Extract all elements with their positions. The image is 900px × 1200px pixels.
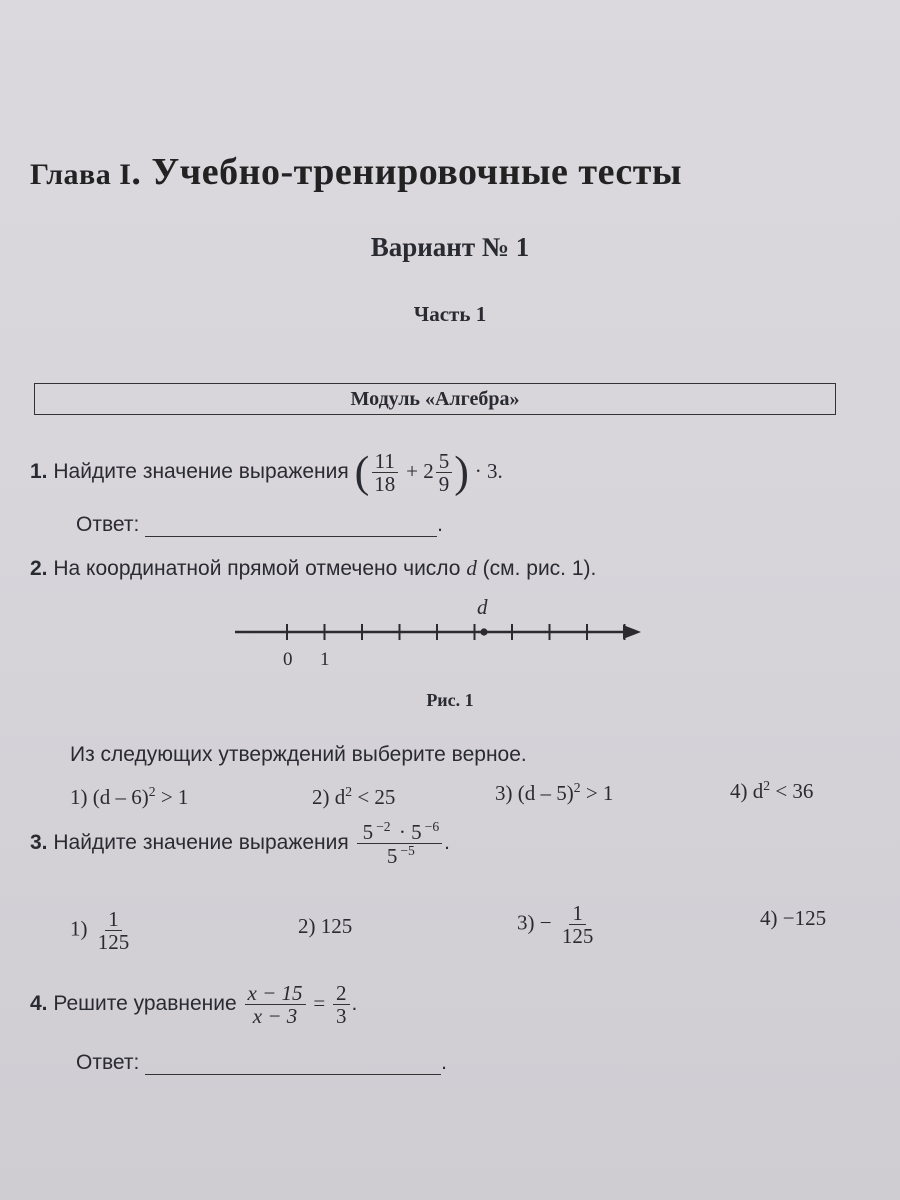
option-label: 1) [70, 916, 88, 941]
fraction-denominator: 18 [374, 472, 396, 497]
point-d-marker [480, 628, 487, 635]
base: 5 [362, 820, 374, 844]
chapter-prefix: Глава I [30, 158, 132, 191]
variant-title: Вариант № 1 [370, 232, 530, 262]
task-3-option-3[interactable] [517, 902, 598, 947]
fraction-denominator: 9 [438, 472, 450, 497]
task-2-text-end: (см. рис. 1). [482, 557, 597, 580]
open-paren: ( [354, 447, 370, 497]
task-2-option-1[interactable] [70, 784, 188, 810]
task-1-tail: · 3. [474, 459, 503, 484]
exponent: −5 [400, 843, 415, 859]
task-2-option-2[interactable] [312, 784, 395, 810]
task-1-text: Найдите значение выражения [53, 460, 349, 484]
plus-term: + 2 [406, 459, 434, 484]
equals-sign: = [313, 991, 326, 1016]
task-4 [30, 982, 357, 1027]
option-text: 2) d [312, 785, 346, 809]
figure-caption: Рис. 1 [426, 690, 474, 710]
chapter-title [30, 150, 682, 194]
option-text: 1) (d – 6) [70, 785, 149, 809]
task-2 [30, 556, 596, 581]
fraction-numerator: 1 [569, 902, 586, 925]
option-exponent: 2 [763, 778, 771, 793]
option-tail: > 1 [580, 781, 614, 805]
task-2-text: На координатной прямой отмечено число [53, 557, 461, 580]
option-tail: < 25 [352, 785, 396, 809]
task-2-option-3[interactable] [495, 780, 613, 806]
task-1-fraction [371, 450, 398, 495]
task-3-number: 3. [30, 831, 48, 855]
answer-field[interactable] [145, 514, 437, 537]
fraction-numerator: x − 15 [245, 982, 306, 1005]
variable-d: d [466, 556, 477, 580]
fraction-numerator: 1 [105, 908, 122, 931]
task-3-text: Найдите значение выражения [53, 831, 349, 855]
fraction-denominator: 3 [336, 1004, 347, 1029]
fraction-denominator: 125 [97, 930, 130, 955]
task-3-fraction [357, 820, 443, 867]
option-text: 3) (d – 5) [495, 781, 574, 805]
base: 5 [386, 844, 398, 869]
task-4-lhs-fraction [245, 982, 306, 1027]
task-3-option-2[interactable]: 2) 125 [298, 914, 353, 938]
base: · 5 [393, 820, 422, 844]
fraction-denominator: 125 [561, 924, 594, 949]
option-exponent: 2 [573, 780, 581, 795]
option-exponent: 2 [148, 784, 156, 799]
fraction-denominator: x − 3 [252, 1004, 298, 1029]
option-label: 3) − [517, 910, 552, 935]
option-tail: > 1 [155, 785, 189, 809]
tick-label-one: 1 [320, 649, 330, 670]
exponent: −6 [424, 819, 440, 834]
part-title: Часть 1 [413, 302, 487, 326]
chapter-name: Учебно-тренировочные тесты [151, 151, 683, 193]
answer-field[interactable] [145, 1052, 441, 1075]
point-d-label: d [477, 595, 488, 619]
task-4-tail: . [351, 992, 358, 1016]
task-4-text: Решите уравнение [53, 992, 237, 1016]
task-1-answer [76, 512, 443, 537]
answer-end: . [437, 513, 443, 536]
module-box: Модуль «Алгебра» [34, 383, 836, 415]
number-line-arrow-icon [623, 625, 641, 639]
task-2-option-4[interactable] [730, 778, 813, 804]
answer-end: . [441, 1051, 447, 1074]
fraction-numerator: 2 [333, 982, 350, 1005]
task-3-tail: . [444, 831, 450, 855]
close-paren: ) [454, 447, 469, 497]
option-text: 4) d [730, 779, 764, 803]
option-fraction [95, 908, 133, 953]
option-tail: < 36 [770, 779, 814, 803]
answer-label: Ответ: [76, 1051, 140, 1074]
task-3-option-1[interactable] [70, 908, 134, 953]
task-1 [30, 447, 503, 497]
answer-label: Ответ: [76, 513, 140, 536]
option-fraction [559, 902, 597, 947]
task-1-number: 1. [30, 460, 48, 484]
task-3-option-4[interactable]: 4) −125 [760, 906, 827, 930]
task-4-answer [76, 1050, 447, 1075]
option-exponent: 2 [345, 784, 353, 799]
task-2-number: 2. [30, 557, 48, 580]
task-4-number: 4. [30, 992, 48, 1016]
number-line-figure [225, 592, 655, 672]
fraction-numerator: 11 [372, 450, 398, 473]
chapter-dot: . [131, 151, 142, 193]
fraction-numerator [357, 820, 443, 844]
fraction-denominator [381, 844, 418, 867]
fraction-numerator: 5 [436, 450, 453, 473]
task-1-mixed-fraction [436, 450, 453, 495]
task-3 [30, 820, 450, 867]
exponent: −2 [376, 819, 391, 834]
task-2-prompt: Из следующих утверждений выберите верное. [70, 743, 527, 766]
task-4-rhs-fraction [333, 982, 350, 1027]
tick-label-zero: 0 [283, 649, 293, 670]
